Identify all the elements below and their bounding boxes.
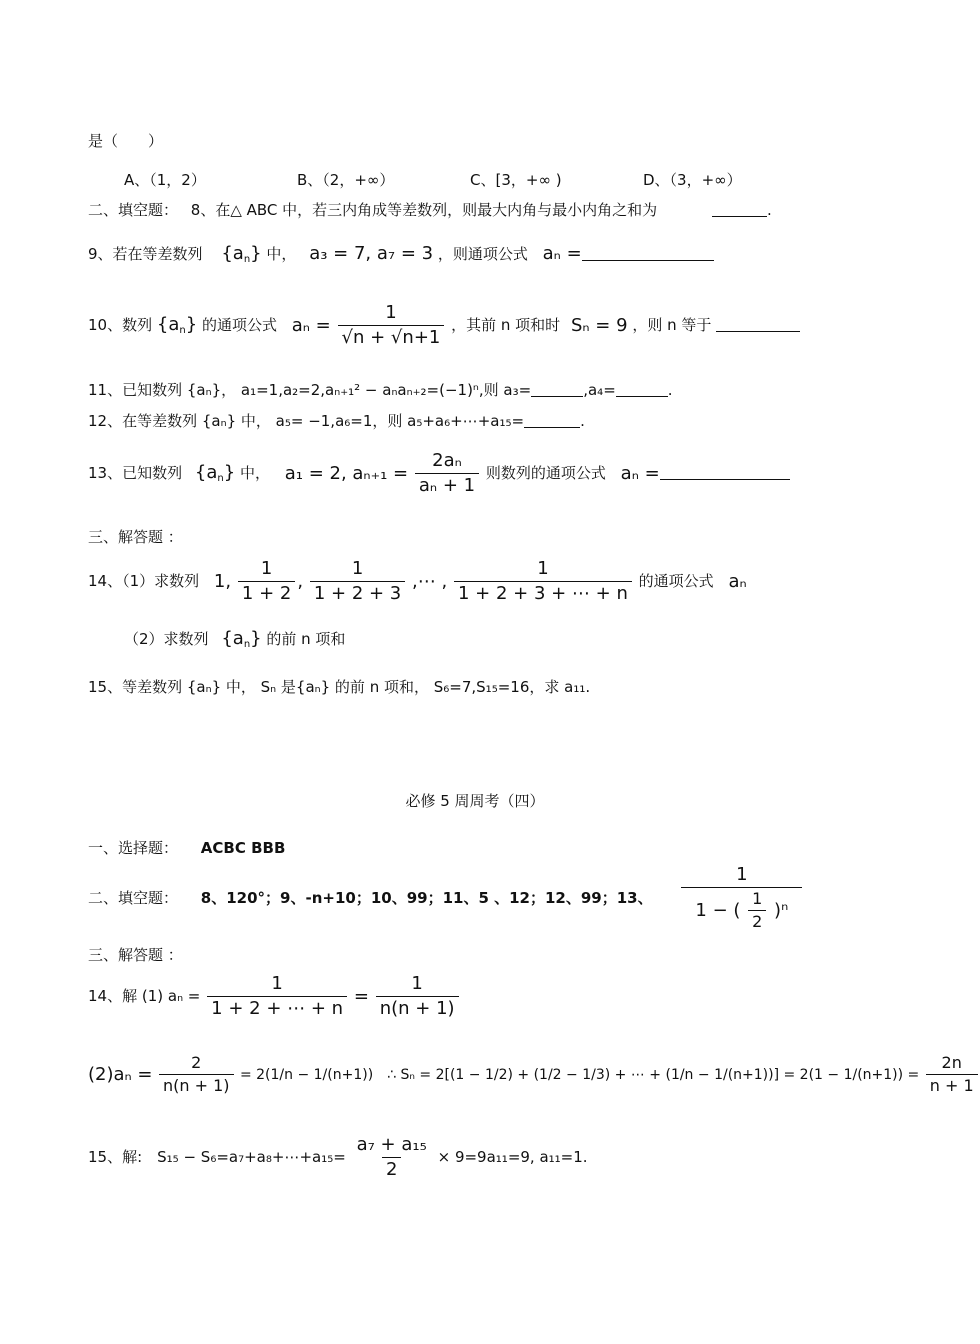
answer-14-fraction-1 (207, 975, 347, 1018)
answer-section-2 (88, 866, 804, 930)
answer-13-denominator (681, 887, 802, 930)
q14-pre: 14、（1）求数列 (88, 572, 200, 590)
answer-14-f1-den: 1 + 2 + ⋯ + n (207, 996, 347, 1018)
answer-15-pre: 15、解: S₁₅ − S₆=a₇+a₈+⋯+a₁₅= (88, 1148, 346, 1166)
answer-14-f1-num: 1 (271, 973, 283, 994)
answer-s2-value: 8、120°；9、-n+10；10、99；11、5 、12；12、99；13、 (200, 888, 653, 907)
answer-s1-label: 一、选择题： (88, 839, 179, 857)
q13-numerator: 2aₙ (432, 450, 462, 471)
q11-end: . (667, 381, 673, 399)
answer-14-2-res-num: 2n (941, 1053, 962, 1072)
q10-post1: ，其前 n 项和时 (451, 316, 561, 334)
question-14-part-2 (124, 630, 345, 650)
q7-option-d: D、（3，+∞） (643, 171, 742, 189)
question-11 (88, 382, 673, 398)
q10-fraction (338, 304, 445, 347)
answer-14-2-res-den: n + 1 (926, 1074, 978, 1094)
answer-14-2-rest: = 2(1/n − 1/(n+1)) ∴ Sₙ = 2[(1 − 1/2) + (1/2 − 1/3) + ⋯ + (1/n − 1/(n+1))] = 2(1 − 1/(n+1)) = (239, 1066, 920, 1083)
answer-section-3-label: 三、解答题 ： (88, 946, 183, 964)
answer-14-f2-num: 1 (411, 973, 423, 994)
answer-15-post: × 9=9a₁₁=9, a₁₁=1. (437, 1148, 588, 1166)
q7-option-a: A、（1，2） (124, 171, 206, 189)
q13-post: 则数列的通项公式 (485, 464, 606, 482)
q11-mid: ,a₄= (583, 381, 616, 399)
section-3-label: 三、解答题 ： (88, 528, 183, 546)
q9-blank (582, 246, 714, 261)
answer-13-half (748, 891, 766, 930)
q8-end: . (766, 201, 772, 219)
q10-an: aₙ = (291, 314, 331, 336)
answer-15-den: 2 (382, 1157, 401, 1179)
q9-seq: $\{a_n\}$ (221, 243, 262, 265)
q8-text: 8、在△ ABC 中，若三内角成等差数列，则最大内角与最小内角之和为 (190, 201, 658, 219)
q12-end: . (580, 412, 585, 430)
q13-cond: a₁ = 2, aₙ₊₁ = (284, 462, 409, 484)
q13-pre: 13、已知数列 (88, 464, 183, 482)
answer-14-eq: = (353, 985, 369, 1007)
question-10 (88, 304, 800, 347)
q14-fraction-2 (310, 560, 405, 603)
answer-14-2-f1-num: 2 (191, 1053, 202, 1072)
answer-14-pre: 14、解 (1) aₙ = (88, 987, 201, 1005)
q14-f2-denominator: 1 + 2 + 3 (310, 581, 405, 603)
answer-s2-label: 二、填空题： (88, 888, 179, 907)
answer-13-fraction (681, 866, 802, 930)
question-12 (88, 413, 585, 429)
q8-blank (712, 202, 767, 217)
answer-15-fraction (353, 1136, 431, 1179)
answer-14-part-2 (88, 1055, 980, 1094)
answer-14-2-result (926, 1055, 978, 1094)
q7-tail: 是（ ） (88, 132, 164, 150)
question-9 (88, 245, 714, 265)
q14-part2-post: 的前 n 项和 (266, 630, 346, 648)
section-2-label: 二、填空题： (88, 201, 179, 219)
q11-blank-a3 (531, 382, 583, 397)
q14-post: 的通项公式 (638, 572, 714, 590)
q10-numerator: 1 (385, 302, 397, 323)
q10-pre: 10、数列 (88, 316, 153, 334)
answer-13-den-pre: 1 − ( (695, 899, 741, 921)
q14-f1-denominator: 1 + 2 (238, 581, 295, 603)
q14-seq-first: 1, (213, 570, 232, 592)
q14-dots: ,⋯ , (412, 570, 448, 592)
q10-denominator: √n + √n+1 (338, 325, 445, 347)
answer-15 (88, 1136, 588, 1179)
answer-14-f2-den: n(n + 1) (376, 996, 459, 1018)
q11-text: 11、已知数列 {aₙ}， a₁=1,a₂=2,aₙ₊₁² − aₙaₙ₊₂=(−1)ⁿ,则 a₃= (88, 381, 532, 399)
answer-14-2-fraction (159, 1055, 234, 1094)
q14-an: aₙ (728, 570, 747, 592)
question-13 (88, 452, 790, 495)
question-8 (88, 202, 772, 218)
q14-f3-denominator: 1 + 2 + 3 + ⋯ + n (454, 581, 632, 603)
q14-part2: （2）求数列 (124, 630, 209, 648)
q12-text: 12、在等差数列 {aₙ} 中， a₅= −1,a₆=1，则 a₅+a₆+⋯+a₁₅= (88, 412, 525, 430)
answer-title: 必修 5 周周考（四） (405, 792, 545, 810)
question-15: 15、等差数列 {aₙ} 中， Sₙ 是{aₙ} 的前 n 项和， S₆=7,S₁₅=16，求 a₁₁. (88, 678, 591, 696)
q13-blank (660, 465, 790, 480)
q13-denominator: aₙ + 1 (415, 473, 479, 495)
q14-part2-seq: $\{a_n\}$ (221, 628, 262, 650)
q13-an: aₙ = (620, 462, 660, 484)
q7-option-b: B、（2，+∞） (297, 171, 395, 189)
q14-fraction-3 (454, 560, 632, 603)
q9-cond: a₃ = 7, a₇ = 3 (309, 243, 434, 264)
answer-14-2-text: (2)aₙ = (88, 1063, 153, 1085)
q9-pre: 9、若在等差数列 (88, 245, 203, 263)
answer-section-1 (88, 841, 285, 856)
q12-blank (524, 413, 580, 428)
q10-sn: Sₙ = 9 (570, 314, 628, 336)
q10-seq: $\{a_n\}$ (156, 313, 198, 336)
q13-seq: $\{a_n\}$ (194, 461, 236, 484)
answer-13-half-den: 2 (748, 910, 766, 930)
answer-13-numerator: 1 (736, 864, 748, 885)
q11-blank-a4 (616, 382, 668, 397)
q14-f1-numerator: 1 (260, 558, 273, 579)
q10-post2: ，则 n 等于 (632, 316, 712, 334)
q7-option-c: C、[3，+∞ ) (470, 171, 562, 189)
q10-blank (716, 317, 800, 332)
q13-fraction (415, 452, 479, 495)
q14-fraction-1 (238, 560, 295, 603)
question-14 (88, 560, 747, 603)
q14-f2-numerator: 1 (351, 558, 364, 579)
answer-14-part-1 (88, 975, 461, 1018)
answer-15-num: a₇ + a₁₅ (356, 1134, 427, 1155)
q13-mid: 中， (239, 464, 270, 482)
answer-14-2-f1-den: n(n + 1) (159, 1074, 234, 1094)
answer-14-fraction-2 (376, 975, 459, 1018)
q14-f3-numerator: 1 (537, 558, 549, 579)
q9-an: aₙ = (542, 243, 582, 264)
q14-comma: , (297, 570, 304, 592)
answer-13-half-num: 1 (752, 889, 763, 908)
answer-13-den-post: )ⁿ (774, 899, 789, 921)
answer-s1-value: ACBC BBB (200, 839, 286, 857)
q10-mid: 的通项公式 (201, 316, 277, 334)
q9-post: ，则通项公式 (437, 245, 528, 263)
q9-mid: 中， (266, 245, 297, 263)
